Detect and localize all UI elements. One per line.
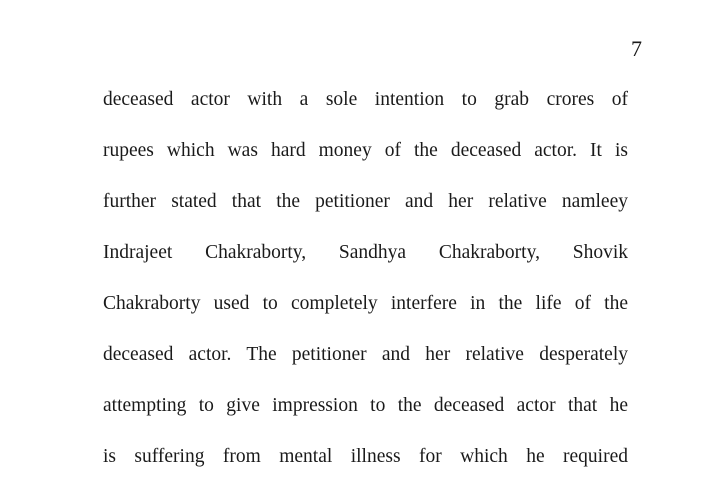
text-line: Indrajeet Chakraborty, Sandhya Chakraborty, Shovik [103, 242, 628, 263]
text-line: is suffering from mental illness for which he required [103, 446, 628, 467]
text-line: attempting to give impression to the deceased actor that he [103, 395, 628, 416]
text-line: further stated that the petitioner and her relative namleey [103, 191, 628, 212]
text-line: deceased actor with a sole intention to grab crores of [103, 89, 628, 110]
text-line: deceased actor. The petitioner and her relative desperately [103, 344, 628, 365]
text-line: rupees which was hard money of the deceased actor. It is [103, 140, 628, 161]
page-number: 7 [631, 36, 642, 61]
body-paragraph [103, 80, 628, 488]
text-line: Chakraborty used to completely interfere in the life of the [103, 293, 628, 314]
